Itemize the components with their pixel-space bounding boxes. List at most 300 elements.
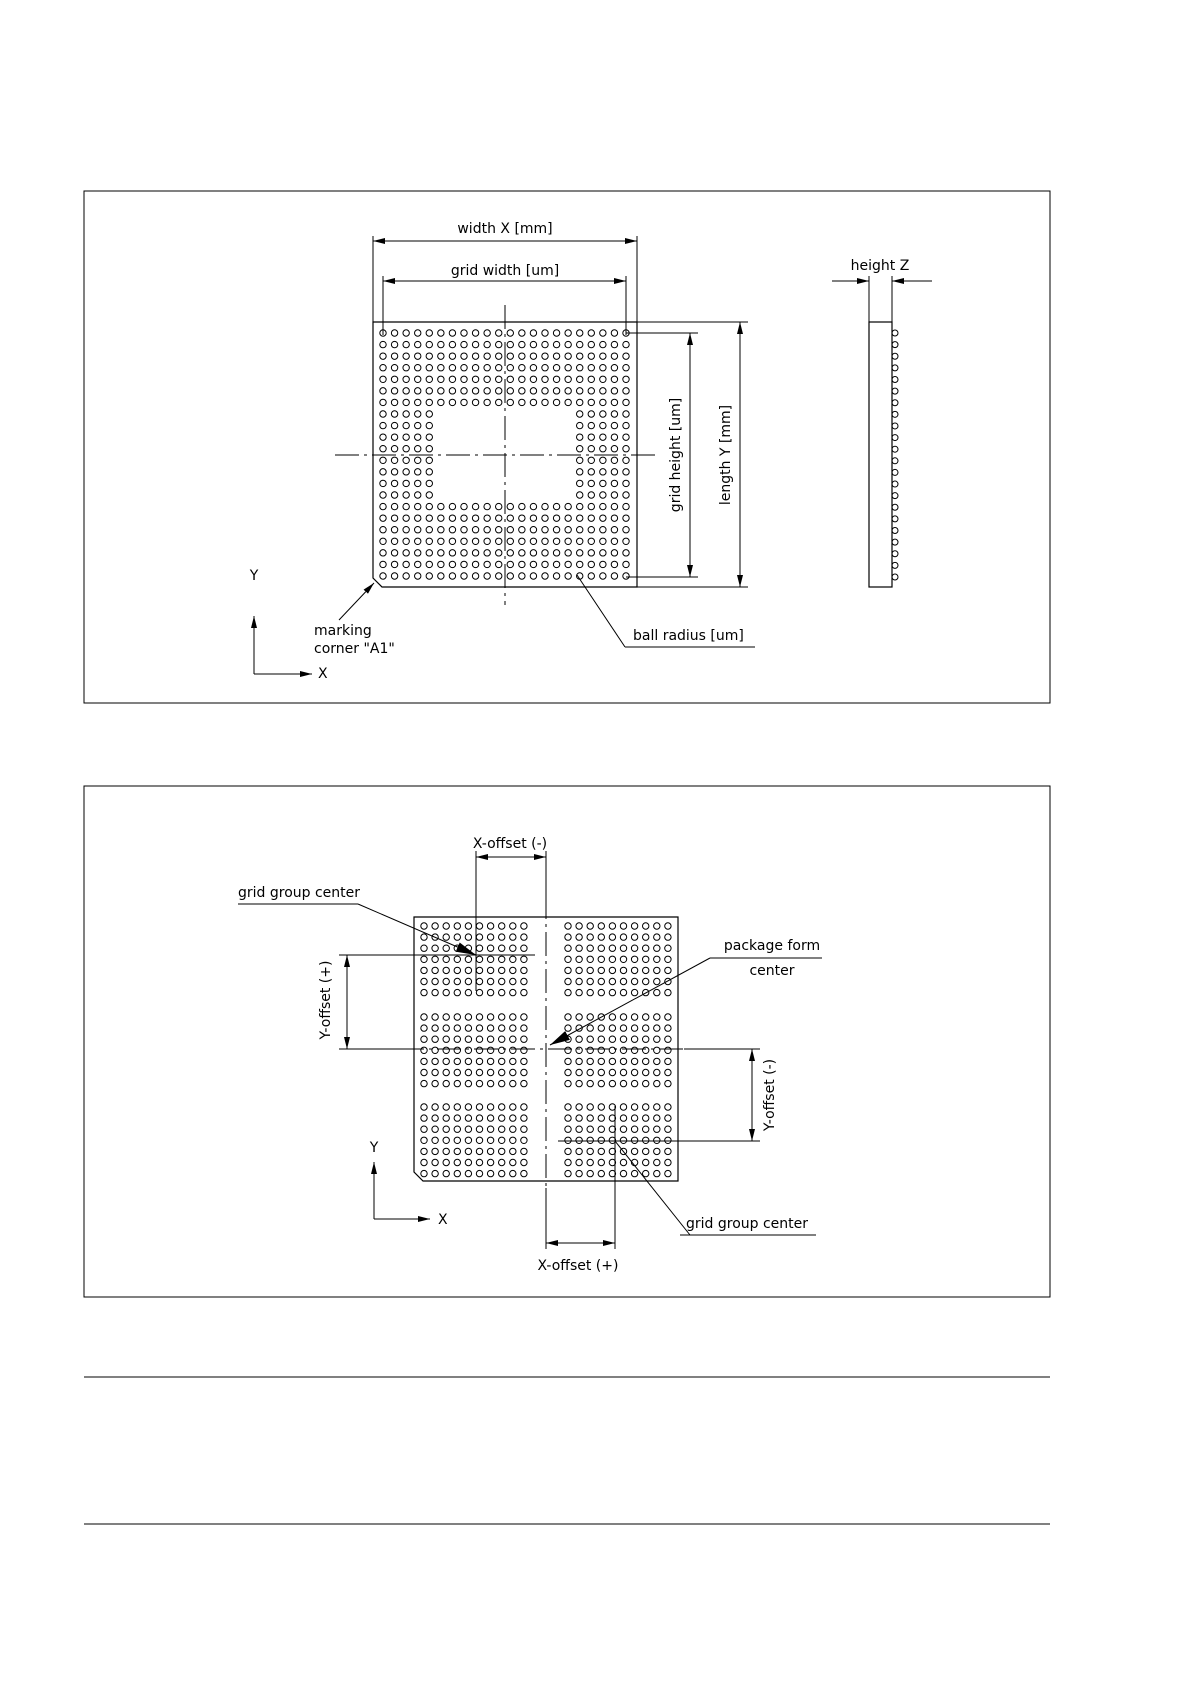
solder-ball — [472, 515, 478, 521]
solder-ball — [432, 1025, 438, 1031]
solder-ball — [654, 1036, 660, 1042]
solder-ball — [542, 365, 548, 371]
solder-ball — [426, 561, 432, 567]
solder-ball — [449, 365, 455, 371]
solder-ball — [472, 388, 478, 394]
solder-ball — [499, 1104, 505, 1110]
solder-ball — [476, 1159, 482, 1165]
x-offset-neg-label: X-offset (-) — [472, 836, 548, 852]
solder-ball — [521, 934, 527, 940]
solder-ball — [461, 538, 467, 544]
solder-ball — [611, 527, 617, 533]
solder-ball — [426, 434, 432, 440]
solder-ball — [588, 411, 594, 417]
solder-ball — [443, 1080, 449, 1086]
solder-ball — [565, 1014, 571, 1020]
solder-ball — [631, 1104, 637, 1110]
solder-ball — [521, 989, 527, 995]
solder-ball — [588, 434, 594, 440]
solder-ball — [465, 1036, 471, 1042]
solder-ball — [576, 1080, 582, 1086]
solder-ball — [609, 923, 615, 929]
solder-ball — [465, 1159, 471, 1165]
solder-ball — [510, 1137, 516, 1143]
solder-ball — [611, 561, 617, 567]
solder-ball — [892, 469, 898, 475]
solder-ball — [476, 923, 482, 929]
solder-ball — [507, 353, 513, 359]
solder-ball — [588, 469, 594, 475]
solder-ball — [598, 1126, 604, 1132]
solder-ball — [499, 1170, 505, 1176]
solder-ball — [611, 388, 617, 394]
solder-ball — [391, 399, 397, 405]
solder-ball — [576, 1014, 582, 1020]
solder-ball — [892, 458, 898, 464]
marking-label-line1: marking — [314, 623, 372, 639]
solder-ball — [665, 923, 671, 929]
solder-ball — [403, 341, 409, 347]
solder-ball — [620, 934, 626, 940]
solder-ball — [521, 1080, 527, 1086]
solder-ball — [484, 376, 490, 382]
solder-ball — [654, 956, 660, 962]
solder-ball — [449, 353, 455, 359]
solder-ball — [454, 956, 460, 962]
solder-ball — [443, 967, 449, 973]
solder-ball — [519, 515, 525, 521]
solder-ball — [391, 376, 397, 382]
solder-ball — [415, 492, 421, 498]
solder-ball — [519, 376, 525, 382]
solder-ball — [487, 978, 493, 984]
solder-ball — [542, 376, 548, 382]
solder-ball — [443, 1137, 449, 1143]
solder-ball — [623, 527, 629, 533]
solder-ball — [432, 1104, 438, 1110]
solder-ball — [611, 503, 617, 509]
solder-ball — [553, 527, 559, 533]
solder-ball — [465, 1014, 471, 1020]
solder-ball — [600, 480, 606, 486]
solder-ball — [665, 1036, 671, 1042]
solder-ball — [611, 376, 617, 382]
solder-ball — [380, 434, 386, 440]
solder-ball — [665, 1126, 671, 1132]
solder-ball — [611, 434, 617, 440]
solder-ball — [577, 376, 583, 382]
solder-ball — [519, 550, 525, 556]
solder-ball — [507, 330, 513, 336]
solder-ball — [510, 1126, 516, 1132]
solder-ball — [415, 538, 421, 544]
solder-ball — [620, 1014, 626, 1020]
solder-ball — [611, 422, 617, 428]
solder-ball — [631, 1058, 637, 1064]
solder-ball — [380, 399, 386, 405]
solder-ball — [421, 923, 427, 929]
solder-ball — [654, 1137, 660, 1143]
solder-ball — [643, 1104, 649, 1110]
solder-ball — [449, 550, 455, 556]
solder-ball — [609, 1036, 615, 1042]
solder-ball — [454, 1036, 460, 1042]
solder-ball — [521, 967, 527, 973]
solder-ball — [519, 538, 525, 544]
solder-ball — [380, 561, 386, 567]
solder-ball — [565, 399, 571, 405]
solder-ball — [519, 365, 525, 371]
solder-ball — [499, 989, 505, 995]
solder-ball — [465, 989, 471, 995]
marking-leader — [339, 583, 374, 620]
solder-ball — [496, 561, 502, 567]
solder-ball — [598, 1047, 604, 1053]
solder-ball — [380, 492, 386, 498]
solder-ball — [380, 503, 386, 509]
solder-ball — [496, 550, 502, 556]
solder-ball — [598, 1080, 604, 1086]
solder-ball — [587, 1137, 593, 1143]
solder-ball — [487, 1170, 493, 1176]
solder-ball — [484, 561, 490, 567]
solder-ball — [577, 457, 583, 463]
solder-ball — [565, 1058, 571, 1064]
solder-ball — [600, 538, 606, 544]
solder-ball — [565, 365, 571, 371]
solder-ball — [391, 434, 397, 440]
solder-ball — [587, 1115, 593, 1121]
solder-ball — [484, 538, 490, 544]
solder-ball — [510, 978, 516, 984]
solder-ball — [609, 956, 615, 962]
solder-ball — [654, 978, 660, 984]
solder-ball — [643, 1137, 649, 1143]
solder-ball — [609, 978, 615, 984]
solder-ball — [665, 1047, 671, 1053]
solder-ball — [499, 1069, 505, 1075]
solder-ball — [421, 956, 427, 962]
solder-ball — [391, 538, 397, 544]
solder-ball — [499, 1115, 505, 1121]
solder-ball — [499, 1036, 505, 1042]
solder-ball — [600, 411, 606, 417]
solder-ball — [472, 503, 478, 509]
solder-ball — [415, 353, 421, 359]
solder-ball — [553, 341, 559, 347]
solder-ball — [623, 457, 629, 463]
solder-ball — [449, 515, 455, 521]
solder-ball — [892, 551, 898, 557]
solder-ball — [598, 1148, 604, 1154]
solder-ball — [449, 341, 455, 347]
solder-ball — [565, 353, 571, 359]
solder-ball — [587, 923, 593, 929]
solder-ball — [465, 1104, 471, 1110]
solder-ball — [476, 1069, 482, 1075]
solder-ball — [565, 1115, 571, 1121]
solder-ball — [598, 1115, 604, 1121]
solder-ball — [600, 353, 606, 359]
solder-ball — [496, 376, 502, 382]
solder-ball — [654, 945, 660, 951]
solder-ball — [499, 956, 505, 962]
solder-ball — [565, 341, 571, 347]
solder-ball — [499, 1080, 505, 1086]
solder-ball — [432, 945, 438, 951]
solder-ball — [454, 1137, 460, 1143]
solder-ball — [499, 1025, 505, 1031]
solder-ball — [587, 1148, 593, 1154]
solder-ball — [542, 561, 548, 567]
solder-ball — [499, 945, 505, 951]
solder-ball — [519, 353, 525, 359]
solder-ball — [665, 1058, 671, 1064]
solder-ball — [598, 1137, 604, 1143]
solder-ball — [461, 399, 467, 405]
solder-ball — [565, 376, 571, 382]
solder-ball — [472, 561, 478, 567]
solder-ball — [426, 446, 432, 452]
solder-ball — [588, 527, 594, 533]
solder-ball — [553, 376, 559, 382]
solder-ball — [472, 527, 478, 533]
solder-ball — [565, 1047, 571, 1053]
solder-ball — [643, 1115, 649, 1121]
solder-ball — [499, 1148, 505, 1154]
solder-ball — [588, 376, 594, 382]
solder-ball — [623, 341, 629, 347]
solder-ball — [654, 1148, 660, 1154]
solder-ball — [542, 573, 548, 579]
solder-ball — [487, 1115, 493, 1121]
solder-ball — [391, 515, 397, 521]
solder-ball — [588, 561, 594, 567]
solder-ball — [496, 527, 502, 533]
solder-ball — [530, 330, 536, 336]
solder-ball — [421, 1025, 427, 1031]
solder-ball — [600, 527, 606, 533]
solder-ball — [507, 376, 513, 382]
solder-ball — [631, 1148, 637, 1154]
solder-ball — [487, 1137, 493, 1143]
grid-group-center-bottom-label: grid group center — [686, 1216, 809, 1232]
solder-ball — [391, 492, 397, 498]
solder-ball — [476, 1036, 482, 1042]
solder-ball — [380, 469, 386, 475]
solder-ball — [443, 1104, 449, 1110]
solder-ball — [521, 945, 527, 951]
solder-ball — [510, 956, 516, 962]
solder-ball — [426, 341, 432, 347]
solder-ball — [587, 1069, 593, 1075]
solder-ball — [542, 527, 548, 533]
solder-ball — [631, 1170, 637, 1176]
solder-ball — [587, 1014, 593, 1020]
solder-ball — [665, 945, 671, 951]
solder-ball — [611, 399, 617, 405]
solder-ball — [519, 388, 525, 394]
solder-ball — [472, 330, 478, 336]
solder-ball — [391, 457, 397, 463]
solder-ball — [426, 538, 432, 544]
solder-ball — [380, 457, 386, 463]
solder-ball — [892, 446, 898, 452]
solder-ball — [415, 515, 421, 521]
solder-ball — [565, 1025, 571, 1031]
solder-ball — [476, 1104, 482, 1110]
solder-ball — [484, 515, 490, 521]
solder-ball — [643, 1170, 649, 1176]
solder-ball — [611, 469, 617, 475]
solder-ball — [415, 422, 421, 428]
solder-ball — [476, 1014, 482, 1020]
solder-ball — [620, 1025, 626, 1031]
ball-radius-label: ball radius [um] — [633, 628, 744, 644]
solder-ball — [496, 573, 502, 579]
solder-ball — [438, 538, 444, 544]
solder-ball — [510, 1115, 516, 1121]
solder-ball — [643, 1069, 649, 1075]
solder-ball — [565, 1159, 571, 1165]
solder-ball — [892, 376, 898, 382]
solder-ball — [665, 1137, 671, 1143]
solder-ball — [530, 399, 536, 405]
solder-ball — [600, 341, 606, 347]
solder-ball — [588, 388, 594, 394]
solder-ball — [421, 945, 427, 951]
solder-ball — [665, 1104, 671, 1110]
solder-ball — [449, 388, 455, 394]
solder-ball — [465, 923, 471, 929]
solder-ball — [484, 399, 490, 405]
solder-ball — [521, 923, 527, 929]
solder-ball — [654, 1047, 660, 1053]
solder-ball — [553, 561, 559, 567]
solder-ball — [620, 923, 626, 929]
solder-ball — [643, 1058, 649, 1064]
solder-ball — [577, 422, 583, 428]
solder-ball — [391, 411, 397, 417]
solder-ball — [461, 330, 467, 336]
grid-group-center-top-label: grid group center — [238, 885, 361, 901]
solder-ball — [620, 1058, 626, 1064]
solder-ball — [521, 1036, 527, 1042]
solder-ball — [565, 945, 571, 951]
solder-ball — [484, 573, 490, 579]
solder-ball — [454, 1069, 460, 1075]
solder-ball — [565, 527, 571, 533]
solder-ball — [461, 376, 467, 382]
solder-ball — [620, 1047, 626, 1053]
solder-ball — [380, 480, 386, 486]
solder-ball — [476, 945, 482, 951]
solder-ball — [665, 1014, 671, 1020]
solder-ball — [598, 978, 604, 984]
solder-ball — [588, 515, 594, 521]
y-offset-neg-label: Y-offset (-) — [762, 1058, 778, 1132]
solder-ball — [577, 399, 583, 405]
solder-ball — [391, 550, 397, 556]
solder-ball — [623, 422, 629, 428]
solder-ball — [454, 1104, 460, 1110]
solder-ball — [476, 967, 482, 973]
solder-ball — [487, 1148, 493, 1154]
solder-ball — [665, 1148, 671, 1154]
solder-ball — [465, 934, 471, 940]
solder-ball — [565, 978, 571, 984]
solder-ball — [403, 515, 409, 521]
solder-ball — [421, 1126, 427, 1132]
solder-ball — [598, 1025, 604, 1031]
solder-ball — [577, 365, 583, 371]
solder-ball — [426, 388, 432, 394]
grid-width-label: grid width [um] — [450, 263, 560, 279]
solder-ball — [553, 330, 559, 336]
solder-ball — [432, 956, 438, 962]
solder-ball — [507, 527, 513, 533]
solder-ball — [507, 503, 513, 509]
solder-ball — [484, 353, 490, 359]
solder-ball — [542, 538, 548, 544]
solder-ball — [461, 353, 467, 359]
solder-ball — [654, 1159, 660, 1165]
solder-ball — [443, 1126, 449, 1132]
solder-ball — [403, 434, 409, 440]
solder-ball — [499, 1137, 505, 1143]
solder-ball — [472, 538, 478, 544]
solder-ball — [600, 330, 606, 336]
solder-ball — [521, 1137, 527, 1143]
solder-ball — [542, 341, 548, 347]
solder-ball — [432, 1014, 438, 1020]
solder-ball — [623, 469, 629, 475]
solder-ball — [892, 493, 898, 499]
solder-ball — [587, 1047, 593, 1053]
solder-ball — [426, 376, 432, 382]
solder-ball — [643, 956, 649, 962]
solder-ball — [631, 1025, 637, 1031]
solder-ball — [553, 550, 559, 556]
solder-ball — [577, 492, 583, 498]
solder-ball — [432, 989, 438, 995]
axis-y-label: Y — [249, 568, 259, 584]
solder-ball — [631, 1080, 637, 1086]
solder-ball — [421, 1014, 427, 1020]
solder-ball — [565, 573, 571, 579]
solder-ball — [510, 1148, 516, 1154]
solder-ball — [611, 480, 617, 486]
solder-ball — [415, 446, 421, 452]
solder-ball — [454, 1126, 460, 1132]
solder-ball — [576, 1148, 582, 1154]
solder-ball — [391, 353, 397, 359]
solder-ball — [565, 538, 571, 544]
solder-ball — [380, 353, 386, 359]
solder-ball — [565, 923, 571, 929]
solder-ball — [587, 989, 593, 995]
solder-ball — [600, 446, 606, 452]
solder-ball — [484, 550, 490, 556]
solder-ball — [521, 1104, 527, 1110]
solder-ball — [631, 1115, 637, 1121]
solder-ball — [565, 1137, 571, 1143]
solder-ball — [438, 365, 444, 371]
solder-ball — [415, 550, 421, 556]
solder-ball — [391, 573, 397, 579]
solder-ball — [499, 967, 505, 973]
solder-ball — [443, 923, 449, 929]
